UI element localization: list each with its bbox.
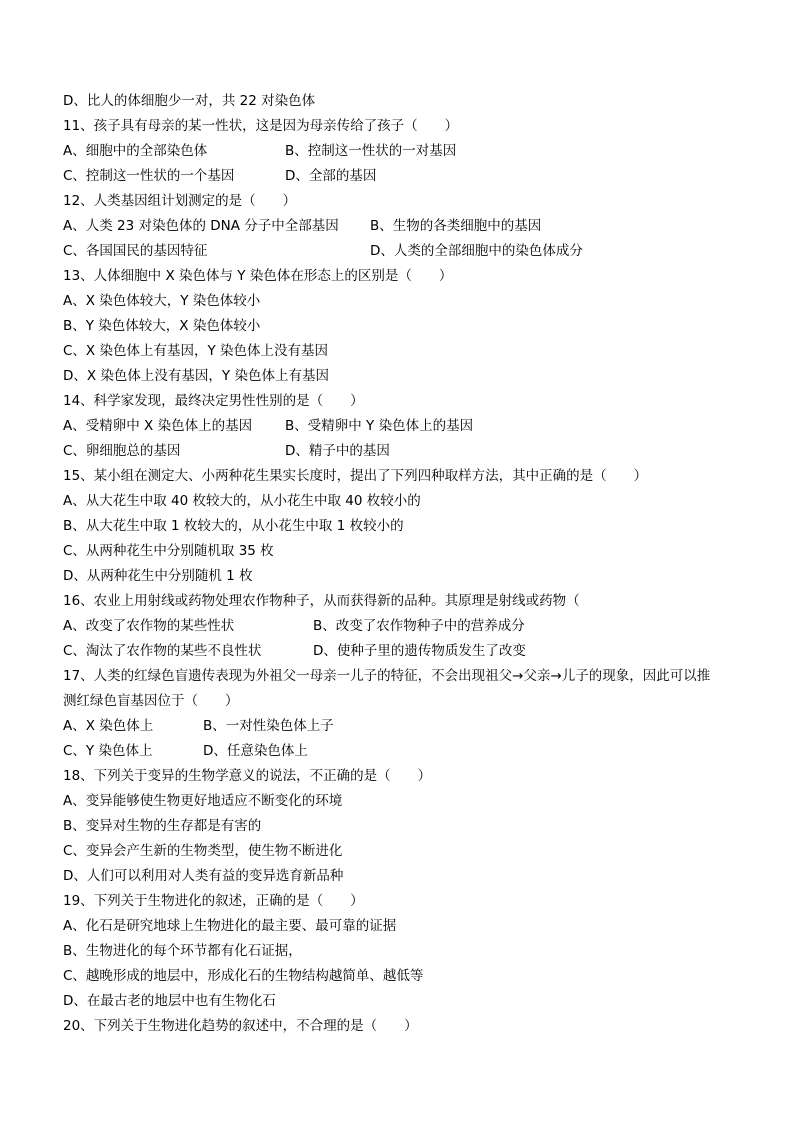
option-a: A、人类 23 对染色体的 DNA 分子中全部基因 xyxy=(63,218,339,234)
option-b: B、控制这一性状的一对基因 xyxy=(285,143,457,159)
option-line xyxy=(63,566,253,586)
option-d: D、从两种花生中分别随机 1 枚 xyxy=(63,568,253,584)
option-line xyxy=(63,616,525,636)
option-line xyxy=(63,491,421,511)
question-16-stem xyxy=(63,591,580,611)
option-d: D、在最古老的地层中也有生物化石 xyxy=(63,993,276,1009)
question-17-stem xyxy=(63,666,710,686)
question-18-stem xyxy=(63,766,431,786)
option-line xyxy=(63,741,308,761)
option-b: B、一对性染色体上子 xyxy=(203,718,334,734)
option-d: D、X 染色体上没有基因，Y 染色体上有基因 xyxy=(63,368,329,384)
option-c: C、卵细胞总的基因 xyxy=(63,443,181,459)
option-line xyxy=(63,291,260,311)
line-text: 测红绿色盲基因位于（ ） xyxy=(63,693,239,709)
option-line xyxy=(63,241,583,261)
option-d: D、全部的基因 xyxy=(285,168,377,184)
option-line xyxy=(63,916,396,936)
option-b: B、受精卵中 Y 染色体上的基因 xyxy=(285,418,474,434)
question-14-stem xyxy=(63,391,364,411)
option-line xyxy=(63,941,302,961)
option-d: D、人们可以利用对人类有益的变异选育新品种 xyxy=(63,868,344,884)
option-c: C、从两种花生中分别随机取 35 枚 xyxy=(63,543,274,559)
option-line xyxy=(63,366,329,386)
question-13-stem xyxy=(63,266,452,286)
question-20-stem xyxy=(63,1016,418,1036)
question-17-stem-cont xyxy=(63,691,239,711)
line-text: 14、科学家发现，最终决定男性性别的是（ ） xyxy=(63,393,364,409)
line-text: D、比人的体细胞少一对，共 22 对染色体 xyxy=(63,93,316,109)
option-c: C、各国国民的基因特征 xyxy=(63,243,208,259)
option-line xyxy=(63,541,274,561)
option-a: A、X 染色体上 xyxy=(63,718,154,734)
text-line xyxy=(63,91,315,111)
option-c: C、Y 染色体上 xyxy=(63,743,153,759)
question-12-stem xyxy=(63,191,296,211)
option-d: D、精子中的基因 xyxy=(285,443,390,459)
option-b: B、改变了农作物种子中的营养成分 xyxy=(313,618,525,634)
option-b: B、Y 染色体较大，X 染色体较小 xyxy=(63,318,261,334)
option-c: C、越晚形成的地层中，形成化石的生物结构越简单、越低等 xyxy=(63,968,424,984)
option-line xyxy=(63,341,328,361)
option-a: A、化石是研究地球上生物进化的最主要、最可靠的证据 xyxy=(63,918,397,934)
line-text: 18、下列关于变异的生物学意义的说法，不正确的是（ ） xyxy=(63,768,432,784)
option-b: B、生物进化的每个环节都有化石证据， xyxy=(63,943,302,959)
line-text: 20、下列关于生物进化趋势的叙述中，不合理的是（ ） xyxy=(63,1018,418,1034)
option-line xyxy=(63,416,474,436)
option-line xyxy=(63,441,390,461)
line-text: 11、孩子具有母亲的某一性状，这是因为母亲传给了孩子（ ） xyxy=(63,118,459,134)
option-line xyxy=(63,866,343,886)
option-line xyxy=(63,841,342,861)
option-a: A、变异能够使生物更好地适应不断变化的环境 xyxy=(63,793,343,809)
option-line xyxy=(63,141,457,161)
option-a: A、X 染色体较大，Y 染色体较小 xyxy=(63,293,261,309)
option-d: D、人类的全部细胞中的染色体成分 xyxy=(370,243,583,259)
option-line xyxy=(63,791,342,811)
question-19-stem xyxy=(63,891,364,911)
option-d: D、使种子里的遗传物质发生了改变 xyxy=(313,643,526,659)
option-line xyxy=(63,966,423,986)
option-c: C、淘汰了农作物的某些不良性状 xyxy=(63,643,262,659)
option-a: A、受精卵中 X 染色体上的基因 xyxy=(63,418,253,434)
line-text: 16、农业上用射线或药物处理农作物种子，从而获得新的品种。其原理是射线或药物（ xyxy=(63,593,580,609)
question-11-stem xyxy=(63,116,458,136)
option-line xyxy=(63,166,377,186)
option-c: C、控制这一性状的一个基因 xyxy=(63,168,235,184)
option-line xyxy=(63,516,404,536)
line-text: 15、某小组在测定大、小两种花生果实长度时，提出了下列四种取样方法，其中正确的是（ ） xyxy=(63,468,648,484)
option-line xyxy=(63,816,261,836)
option-c: C、变异会产生新的生物类型，使生物不断进化 xyxy=(63,843,343,859)
option-line xyxy=(63,991,276,1011)
option-b: B、变异对生物的生存都是有害的 xyxy=(63,818,262,834)
option-line xyxy=(63,316,260,336)
option-b: B、从大花生中取 1 枚较大的，从小花生中取 1 枚较小的 xyxy=(63,518,404,534)
option-a: A、细胞中的全部染色体 xyxy=(63,143,208,159)
option-line xyxy=(63,716,334,736)
option-a: A、改变了农作物的某些性状 xyxy=(63,618,235,634)
option-d: D、任意染色体上 xyxy=(203,743,308,759)
option-line xyxy=(63,641,526,661)
option-b: B、生物的各类细胞中的基因 xyxy=(370,218,542,234)
line-text: 13、人体细胞中 X 染色体与 Y 染色体在形态上的区别是（ ） xyxy=(63,268,453,284)
option-c: C、X 染色体上有基因，Y 染色体上没有基因 xyxy=(63,343,329,359)
line-text: 17、人类的红绿色盲遗传表现为外祖父一母亲一儿子的特征，不会出现祖父→父亲→儿子的现象，因此可以推 xyxy=(63,668,711,684)
option-line xyxy=(63,216,542,236)
line-text: 19、下列关于生物进化的叙述，正确的是（ ） xyxy=(63,893,364,909)
question-15-stem xyxy=(63,466,647,486)
option-a: A、从大花生中取 40 枚较大的，从小花生中取 40 枚较小的 xyxy=(63,493,421,509)
line-text: 12、人类基因组计划测定的是（ ） xyxy=(63,193,297,209)
